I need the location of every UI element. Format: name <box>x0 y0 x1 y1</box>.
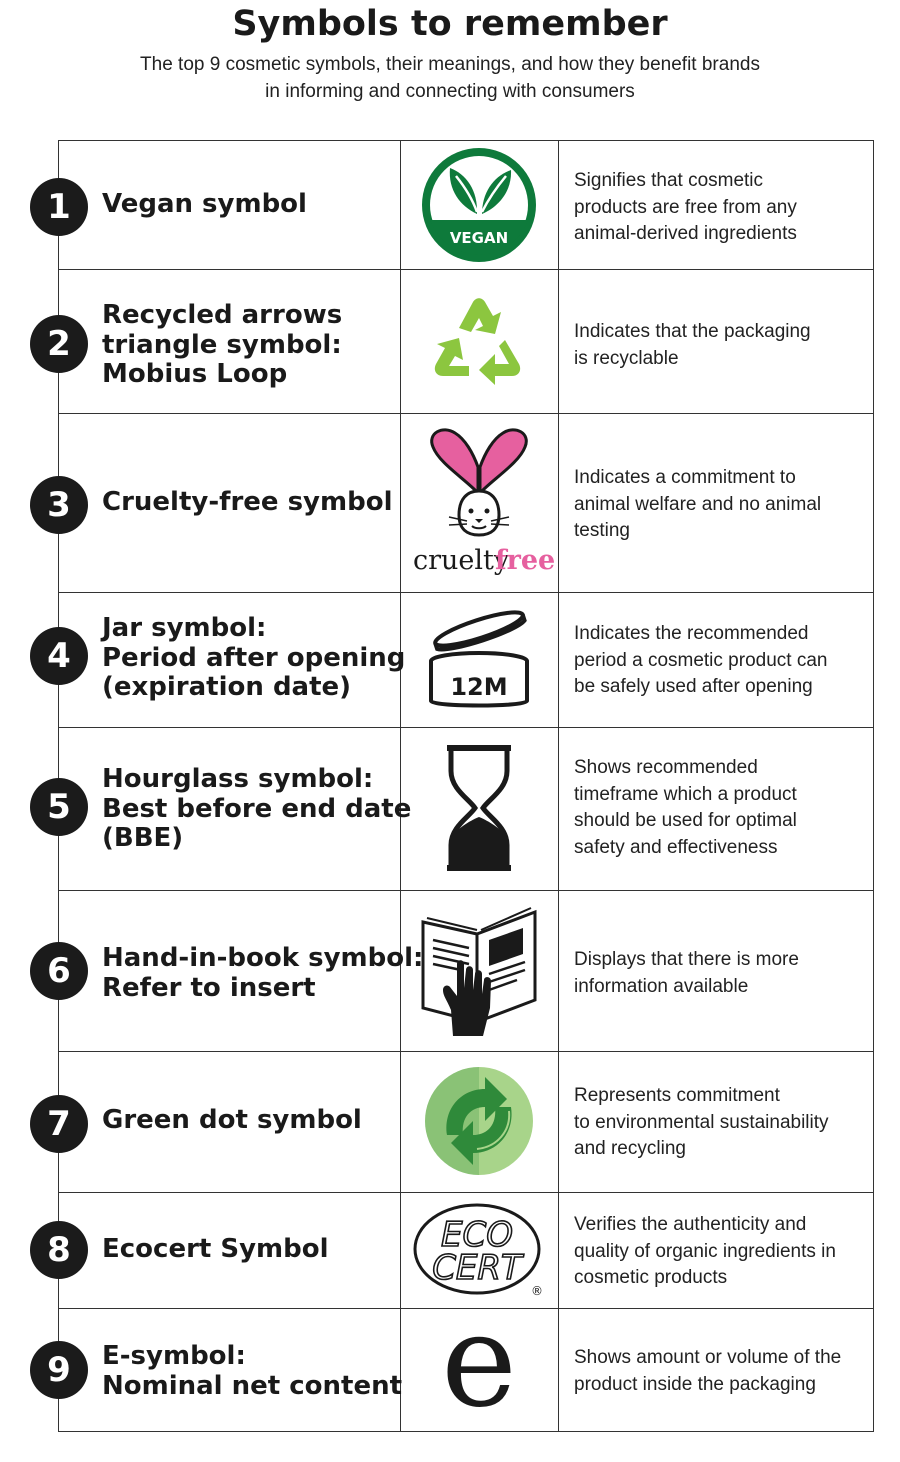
number-badge: 6 <box>30 942 88 1000</box>
number-badge: 1 <box>30 178 88 236</box>
svg-text:®: ® <box>531 1284 543 1298</box>
page-title: Symbols to remember <box>232 4 668 44</box>
number-badge: 5 <box>30 778 88 836</box>
symbol-name: Ecocert Symbol <box>102 1234 329 1264</box>
subtitle-line: The top 9 cosmetic symbols, their meanings, and how they benefit brands <box>140 54 760 75</box>
number-badge: 3 <box>30 476 88 534</box>
e-mark-icon <box>401 1287 557 1436</box>
hand-in-book-icon <box>401 902 557 1038</box>
hourglass-icon <box>401 741 557 875</box>
symbol-name: Vegan symbol <box>102 189 307 219</box>
svg-text:VEGAN: VEGAN <box>449 229 509 247</box>
symbol-description: Shows amount or volume of the product inside the packaging <box>574 1347 842 1395</box>
table-row <box>0 1287 900 1436</box>
symbol-description: Indicates the recommended period a cosmetic product can be safely used after opening <box>574 623 828 698</box>
symbol-name: Green dot symbol <box>102 1105 362 1135</box>
table-row <box>0 890 900 1050</box>
table-row <box>0 269 900 412</box>
table-row <box>0 140 900 268</box>
subtitle-line: in informing and connecting with consumers <box>265 81 635 102</box>
symbol-name: E-symbol: Nominal net content <box>102 1341 403 1401</box>
table-row <box>0 592 900 726</box>
svg-text:ECO: ECO <box>441 1215 513 1255</box>
vegan-icon <box>401 146 557 264</box>
svg-text:free: free <box>495 545 556 576</box>
symbol-description: Signifies that cosmetic products are free from any animal-derived ingredients <box>574 170 797 245</box>
table-row <box>0 727 900 889</box>
symbol-name: Cruelty-free symbol <box>102 487 393 517</box>
symbol-description: Represents commitment to environmental sustainability and recycling <box>574 1085 829 1160</box>
svg-text:e: e <box>441 1287 517 1436</box>
number-badge: 2 <box>30 315 88 373</box>
subtitle <box>140 51 760 105</box>
symbol-name: Hand-in-book symbol: Refer to insert <box>102 943 424 1003</box>
green-dot-icon <box>401 1065 557 1177</box>
symbol-description: Indicates that the packaging is recyclable <box>574 321 811 369</box>
svg-text:cruelty: cruelty <box>413 545 510 576</box>
symbol-description: Shows recommended timeframe which a product should be used for optimal safety and effectiveness <box>574 757 797 859</box>
symbol-description: Displays that there is more information available <box>574 949 799 997</box>
recycle-icon <box>401 287 557 397</box>
number-badge: 8 <box>30 1221 88 1279</box>
open-jar-icon <box>401 606 557 712</box>
table-row <box>0 1051 900 1191</box>
cruelty-free-icon <box>401 423 557 583</box>
symbol-description: Indicates a commitment to animal welfare and no animal testing <box>574 467 822 542</box>
number-badge: 9 <box>30 1341 88 1399</box>
number-badge: 7 <box>30 1095 88 1153</box>
ecocert-icon <box>401 1200 557 1300</box>
symbol-description: Verifies the authenticity and quality of organic ingredients in cosmetic products <box>574 1214 836 1289</box>
table-row <box>0 413 900 591</box>
symbol-name: Recycled arrows triangle symbol: Mobius Loop <box>102 300 343 389</box>
svg-text:CERT: CERT <box>432 1248 522 1288</box>
symbol-name: Jar symbol: Period after opening (expiration date) <box>102 613 406 702</box>
number-badge: 4 <box>30 627 88 685</box>
svg-text:12M: 12M <box>450 673 508 701</box>
symbol-name: Hourglass symbol: Best before end date (BBE) <box>102 764 412 853</box>
